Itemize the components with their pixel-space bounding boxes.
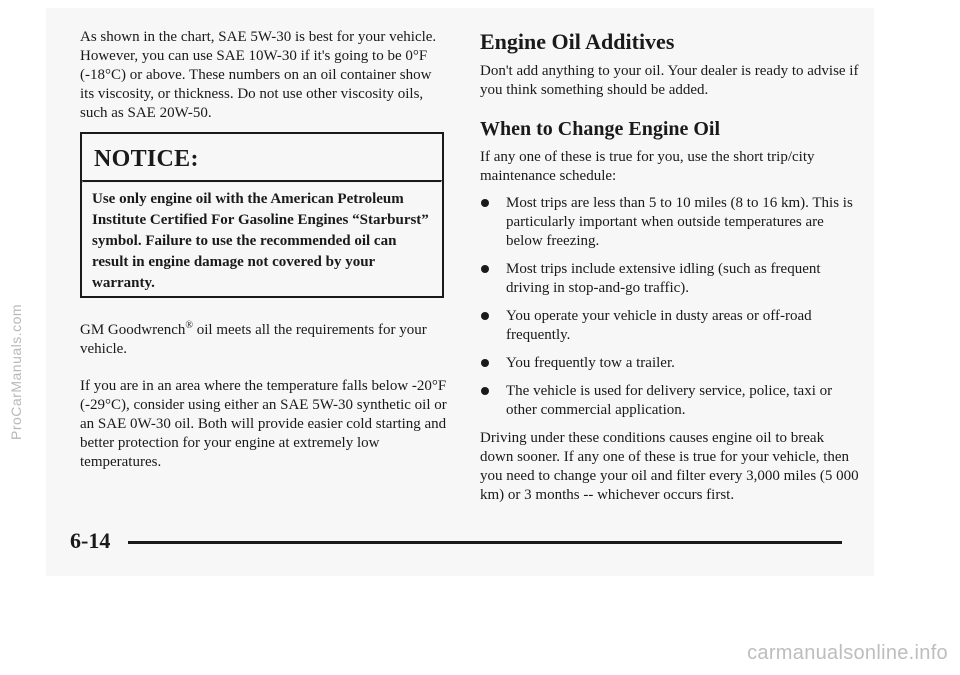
list-item-text: You frequently tow a trailer.: [506, 355, 675, 371]
bullet-icon: [481, 312, 489, 320]
intro-paragraph: As shown in the chart, SAE 5W-30 is best for your vehicle. However, you can use SAE 10W-30 if it's going to be 0°F (-18°C) or above. These numbers on an oil container show its viscosity, or thickness. Do not use other viscosity oils, such as SAE 20W-50.: [80, 29, 437, 121]
notice-title: NOTICE:: [94, 146, 199, 172]
list-item-text: Most trips are less than 5 to 10 miles (8 to 16 km). This is particularly important when outside temperatures are below freezing.: [506, 195, 853, 249]
notice-box: [80, 132, 444, 298]
registered-mark: ®: [185, 320, 194, 331]
bullet-icon: [481, 359, 489, 367]
list-item: [480, 354, 860, 373]
list-item-text: The vehicle is used for delivery service, police, taxi or other commercial application.: [506, 383, 833, 418]
footer-rule: [128, 541, 842, 544]
list-item: [480, 194, 860, 251]
side-watermark: ProCarManuals.com: [8, 303, 24, 440]
additives-paragraph: Don't add anything to your oil. Your dealer is ready to advise if you think something should be added.: [480, 63, 859, 98]
goodwrench-text-end: oil meets all the requirements for your vehicle.: [80, 322, 427, 357]
cold-climate-paragraph: If you are in an area where the temperature falls below -20°F (-29°C), consider using either an SAE 5W-30 synthetic oil or an SAE 0W-30 oil. Both will provide easier cold starting and better protection for your engine at extremely low temperatures.: [80, 378, 447, 470]
left-lower-column: [80, 316, 448, 472]
closing-paragraph: Driving under these conditions causes engine oil to break down sooner. If any one of these is true for your vehicle, then you need to change your oil and filter every 3,000 miles (5 000 km) or 3 months -- whichever occurs first.: [480, 430, 859, 503]
additives-heading: Engine Oil Additives: [480, 29, 675, 54]
bullet-icon: [481, 387, 489, 395]
list-item: [480, 382, 860, 420]
bullet-icon: [481, 199, 489, 207]
bullet-icon: [481, 265, 489, 273]
change-intro-paragraph: If any one of these is true for you, use the short trip/city maintenance schedule:: [480, 149, 815, 184]
goodwrench-text: GM Goodwrench: [80, 322, 186, 338]
page-number: 6-14: [70, 528, 111, 553]
right-column: [480, 28, 860, 505]
change-oil-heading: When to Change Engine Oil: [480, 118, 721, 140]
goodwrench-paragraph: [80, 316, 448, 359]
list-item: [480, 307, 860, 345]
bottom-watermark: carmanualsonline.info: [747, 642, 948, 664]
list-item-text: Most trips include extensive idling (such as frequent driving in stop-and-go traffic).: [506, 261, 821, 296]
notice-body: Use only engine oil with the American Petroleum Institute Certified For Gasoline Engines “Starburst” symbol. Failure to use the recommended oil can result in engine damage not covered by your warranty.: [92, 191, 429, 291]
conditions-list: [480, 194, 860, 420]
left-column: [80, 28, 448, 141]
list-item: [480, 260, 860, 298]
list-item-text: You operate your vehicle in dusty areas or off-road frequently.: [506, 308, 812, 343]
